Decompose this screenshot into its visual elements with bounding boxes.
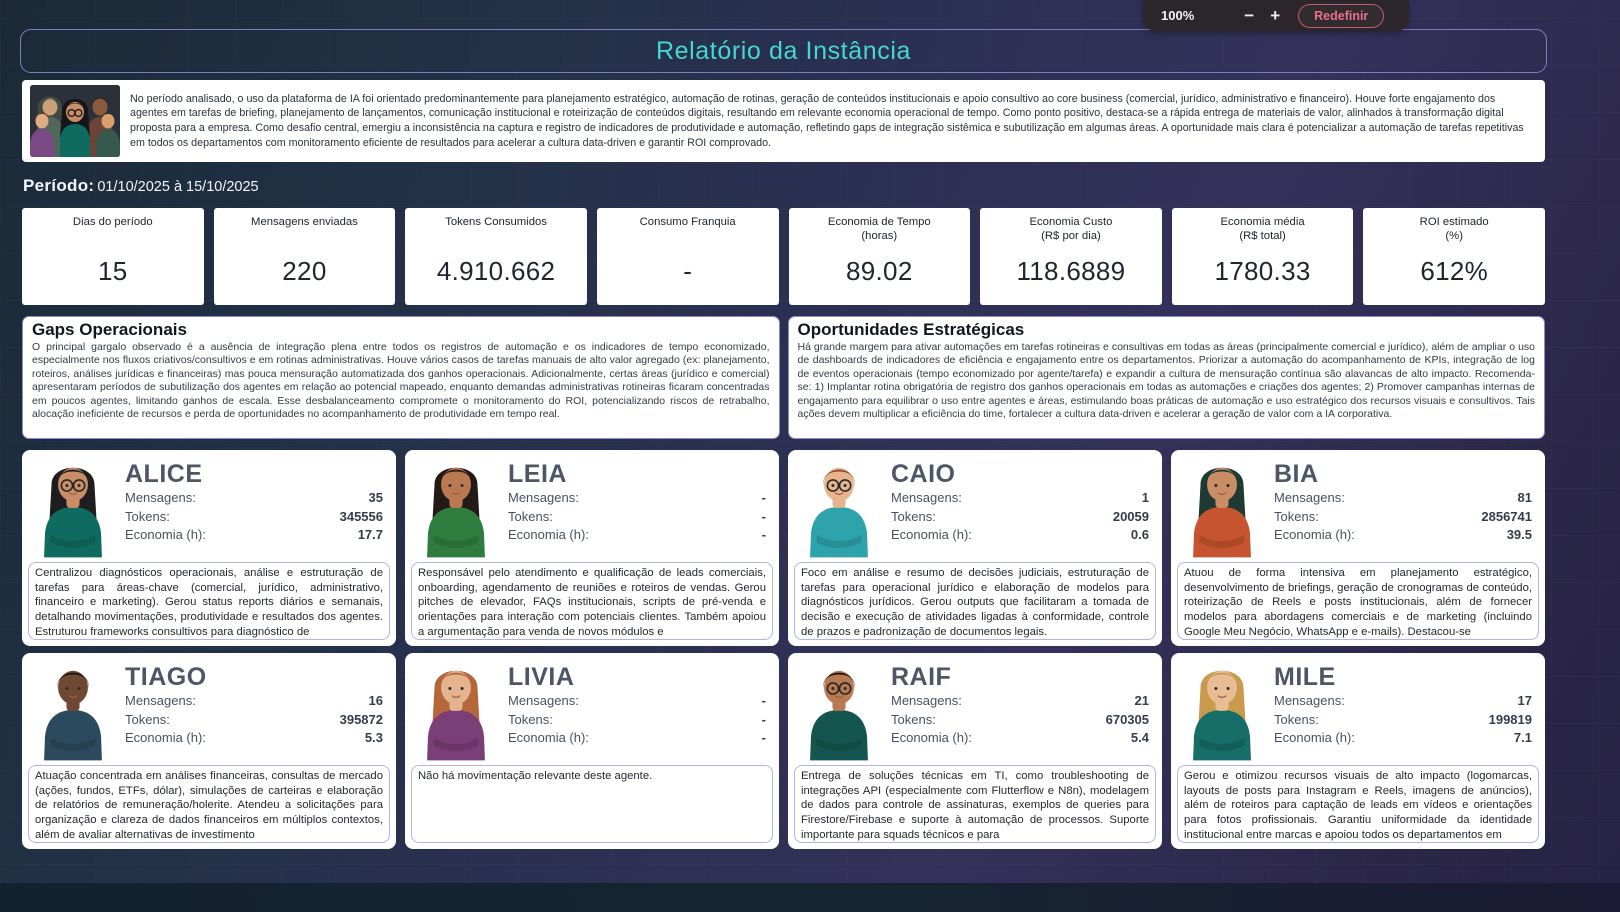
summary-text: No período analisado, o uso da plataforma de IA foi orientado predominantemente para planejamento estratégico, automação de rotinas, geração de conteúdos institucionais e apoio consultivo ao core business (comercial, jurídico, administrativo e financeiro). Houve forte engajamento dos agentes em tarefas de briefing, planejamento de lançamentos, comunicação institucional e roteirização de conteúdos digitais, resultando em relevante economia operacional de tempo. Como ponto positivo, destaca-se a rápida entrega de materiais de valor, alinhados à transformação digital proposta para a empresa. Como desafio central, emergiu a inconsistência na captura e registro de indicadores de produtividade e automação, refletindo gaps de integração sistêmica e subutilização em algumas áreas. A oportunidade mais clara é potencializar a automação de tarefas repetitivas em todos os departamentos com monitoramento eficiente de resultados para acelerar a cultura data-driven e garantir ROI comprovado. (130, 92, 1524, 149)
agent-card-bia (1171, 450, 1545, 646)
title-box (20, 29, 1547, 73)
agent-stat-value: 35 (368, 490, 383, 505)
stat-card-roi-estimado: ROI estimado (%) 612% (1363, 208, 1545, 305)
stat-label: Tokens Consumidos (445, 216, 547, 228)
agent-stat-label: Economia (h): (1274, 527, 1355, 542)
agent-stat-value: 39.5 (1506, 527, 1532, 542)
stat-value: 15 (98, 256, 128, 286)
agent-avatar (1180, 659, 1264, 765)
stat-label: Mensagens enviadas (251, 216, 358, 228)
section-oportunidades-estrategicas (788, 316, 1546, 439)
agent-description: Gerou e otimizou recursos visuais de alto impacto (logomarcas, layouts de posts para Instagram e Reels, imagens de anúncios), além de roteiros para captação de leads em vídeos e orientações para fotos profissionais. Garantiu uniformidade da identidade institucional entre marcas e apoiou todos os departamentos em (1177, 765, 1539, 843)
agent-stat-label: Economia (h): (1274, 730, 1355, 745)
agent-description: Não há movimentação relevante deste agente. (411, 765, 773, 843)
zoom-level: 100% (1161, 8, 1195, 23)
agent-stat-label: Economia (h): (125, 527, 206, 542)
agent-avatar (414, 659, 498, 765)
agent-stat-label: Economia (h): (125, 730, 206, 745)
agent-stat-value: 670305 (1105, 711, 1149, 727)
agent-stat-value: - (761, 693, 766, 708)
agent-stat-label: Tokens: (508, 711, 553, 727)
agent-avatar (31, 456, 115, 562)
agent-avatar (797, 456, 881, 562)
agent-description: Atuação concentrada em análises financeiras, consultas de mercado (ações, fundos, ETFs, dólar), simulações de carteiras e elaboração de relatórios de remuneração/holerite. Atendeu a solicitações para organização e clareza de dados financeiros em múltiplos contextos, além de avaliar alternativas de investimento (28, 765, 390, 843)
agent-stat-value: 7.1 (1513, 730, 1532, 745)
agent-stat-value: 5.3 (364, 730, 383, 745)
agent-stat-value: 2856741 (1481, 508, 1532, 524)
agent-name: CAIO (891, 460, 956, 488)
period-value: 01/10/2025 à 15/10/2025 (97, 179, 259, 195)
agent-stat-value: 16 (368, 693, 383, 708)
agent-name: RAIF (891, 663, 952, 691)
agent-stat-label: Economia (h): (891, 730, 972, 745)
agent-stat-value: 1 (1141, 490, 1149, 505)
agent-stat-value: 345556 (339, 508, 383, 524)
agent-name: BIA (1274, 460, 1319, 488)
agent-name: LIVIA (508, 663, 575, 691)
zoom-out-button[interactable]: − (1236, 7, 1262, 24)
agent-name: LEIA (508, 460, 567, 488)
agent-stat-value: - (761, 508, 766, 524)
section-title: Gaps Operacionais (32, 320, 187, 339)
agent-stat-value: - (761, 711, 766, 727)
stat-card-economia-media: Economia média (R$ total) 1780.33 (1172, 208, 1354, 305)
stat-card-consumo-franquia (597, 208, 779, 305)
stat-value: 4.910.662 (436, 256, 556, 286)
agent-stat-value: 395872 (339, 711, 383, 727)
agent-stat-value: 5.4 (1130, 730, 1149, 745)
summary-card (22, 80, 1545, 162)
stat-value: 220 (282, 256, 327, 286)
section-body: O principal gargalo observado é a ausência de integração plena entre todos os registros de automação e os indicadores de tempo economizado, especialmente nos fluxos criativos/consultivos e em rotinas administrativas. Houve vários casos de tarefas manuais de alto valor agregado (ex: planejamento, roteiros, análises jurídicas e financeiras) mas pouca mensuração automatizada dos ganhos operacionais. Adicionalmente, certas áreas (jurídico e comercial) apresentaram períodos de subutilização dos agentes em relação ao potencial mapeado, enquanto demandas administrativas rotineiras ficaram concentradas em poucos agentes, limitando ganhos de escala. Esse desbalanceamento compromete o monitoramento do ROI, potencializando riscos de retrabalho, alocação ineficiente de recursos e perda de oportunidades no acompanhamento de produtividade em tempo real. (32, 341, 770, 421)
agent-avatar (1180, 456, 1264, 562)
stat-card-dias-periodo (22, 208, 204, 305)
agent-stat-label: Economia (h): (508, 730, 589, 745)
agent-description: Responsável pelo atendimento e qualificação de leads comerciais, onboarding, agendamento de reuniões e roteiros de vendas. Gerou pitches de elevador, FAQs institucionais, scripts de pré-venda e orientações para interação com potenciais clientes. Também apoiou a argumentação para venda de novos módulos e (411, 562, 773, 640)
section-gaps-operacionais (22, 316, 780, 439)
agent-name: TIAGO (125, 663, 207, 691)
agent-avatar (797, 659, 881, 765)
stat-label: Economia de Tempo (827, 216, 931, 228)
agent-stat-value: - (761, 490, 766, 505)
agent-stat-value: 21 (1134, 693, 1149, 708)
agent-stat-label: Mensagens: (508, 490, 579, 505)
agent-stat-value: 81 (1517, 490, 1532, 505)
agent-description: Centralizou diagnósticos operacionais, análise e estruturação de tarefas para áreas-chave (comercial, jurídico, administrativo, financeiro e marketing). Gerou status reports diários e semanais, detalhando movimentações, produtividade e resultados dos agentes. Estruturou frameworks consultivos para diagnóstico de (28, 562, 390, 640)
period-row (23, 176, 259, 196)
stat-label: Consumo Franquia (639, 216, 736, 228)
agent-stat-label: Mensagens: (1274, 693, 1345, 708)
zoom-toolbar (1143, 0, 1409, 31)
agent-card-caio (788, 450, 1162, 646)
stat-value: 612% (1420, 256, 1489, 286)
footer-bar (0, 883, 1620, 912)
agent-description: Foco em análise e resumo de decisões judiciais, estruturação de tarefas para operacional jurídico e elaboração de modelos para diagnósticos jurídicos. Gerou outputs que facilitaram a tomada de decisão e execução de atividades ligadas à conformidade, controle de prazos e padronização de documentos legais. (794, 562, 1156, 640)
team-photo (30, 85, 120, 157)
agent-card-alice (22, 450, 396, 646)
page-title: Relatório da Instância (655, 36, 911, 65)
stat-label: Economia média (1220, 216, 1305, 228)
section-body: Há grande margem para ativar automações em tarefas rotineiras e consultivas em todas as áreas (principalmente comercial e jurídico), além de ampliar o uso de dashboards de indicadores de eficiência e engajamento entre os departamentos. Priorizar a automação do acompanhamento de KPIs, integração de log de eventos operacionais (tempo economizado por agente/tarefa) e expandir a cultura de mensuração contínua são alavancas de alto impacto. Recomenda-se: 1) Implantar rotina obrigatória de registro dos ganhos operacionais em todas as automações e criações dos agentes; 2) Promover campanhas internas de engajamento para equilibrar o uso entre agentes e áreas, estimulando boas práticas de automação e uso estratégico dos recursos visuais e consultivos. Tais ações devem multiplicar a eficiência do time, fortalecer a cultura data-driven e acelerar a geração de valor com a IA corporativa. (797, 341, 1535, 421)
agent-stat-label: Tokens: (125, 711, 170, 727)
period-label: Período: (23, 176, 95, 195)
agent-stat-label: Mensagens: (508, 693, 579, 708)
stat-card-economia-custo: Economia Custo (R$ por dia) 118.6889 (980, 208, 1162, 305)
agent-stat-label: Tokens: (125, 508, 170, 524)
agent-stat-label: Economia (h): (891, 527, 972, 542)
agent-name: ALICE (125, 460, 203, 488)
agent-card-raif (788, 653, 1162, 849)
agent-card-leia (405, 450, 779, 646)
agent-stat-value: 0.6 (1130, 527, 1149, 542)
agent-stat-value: 20059 (1112, 508, 1149, 524)
stat-value: 89.02 (846, 256, 913, 286)
agent-name: MILE (1274, 663, 1336, 691)
agent-card-mile (1171, 653, 1545, 849)
agent-stat-label: Tokens: (1274, 711, 1319, 727)
stat-card-tokens-consumidos (405, 208, 587, 305)
agent-stat-label: Tokens: (891, 711, 936, 727)
agent-stat-label: Tokens: (891, 508, 936, 524)
stat-card-mensagens-enviadas (214, 208, 396, 305)
agent-stat-label: Mensagens: (125, 693, 196, 708)
stat-value: 118.6889 (1016, 256, 1126, 286)
agent-stat-value: 17.7 (357, 527, 383, 542)
agent-stat-value: 199819 (1488, 711, 1532, 727)
agent-stat-label: Economia (h): (508, 527, 589, 542)
agent-stat-label: Mensagens: (891, 693, 962, 708)
agent-card-livia (405, 653, 779, 849)
stat-value: 1780.33 (1214, 256, 1311, 286)
agent-avatar (414, 456, 498, 562)
agent-stat-label: Mensagens: (1274, 490, 1345, 505)
zoom-in-button[interactable]: + (1262, 7, 1288, 24)
stat-label: ROI estimado (1419, 216, 1489, 228)
agent-description: Entrega de soluções técnicas em TI, como troubleshooting de integrações API (especialmente com Flutterflow e N8n), modelagem de dados para controle de assinaturas, exemplos de queries para Firestore/Firebase e suporte à automação de processos. Suporte importante para squads técnicos e para (794, 765, 1156, 843)
agent-card-tiago (22, 653, 396, 849)
sections-row (22, 316, 1545, 439)
agent-description: Atuou de forma intensiva em planejamento estratégico, desenvolvimento de briefings, geração de cronogramas de conteúdo, roteirização de Reels e posts institucionais, além de fornecer modelos para abordagens comerciais e de marketing (incluindo Google Meu Negócio, WhatsApp e e-mails). Destacou-se (1177, 562, 1539, 640)
agent-stat-label: Tokens: (1274, 508, 1319, 524)
section-title: Oportunidades Estratégicas (797, 320, 1025, 339)
agent-stat-value: - (761, 730, 766, 745)
reset-zoom-button[interactable]: Redefinir (1298, 4, 1384, 28)
agent-stat-label: Tokens: (508, 508, 553, 524)
stat-value: - (683, 256, 693, 286)
agent-stat-label: Mensagens: (891, 490, 962, 505)
stats-row (22, 208, 1545, 305)
agent-avatar (31, 659, 115, 765)
stat-card-economia-tempo: Economia de Tempo (horas) 89.02 (789, 208, 971, 305)
agents-grid (22, 450, 1545, 849)
agent-stat-value: - (761, 527, 766, 542)
agent-stat-label: Mensagens: (125, 490, 196, 505)
agent-stat-value: 17 (1517, 693, 1532, 708)
stat-label: Economia Custo (1029, 216, 1113, 228)
stat-label: Dias do período (72, 216, 153, 228)
